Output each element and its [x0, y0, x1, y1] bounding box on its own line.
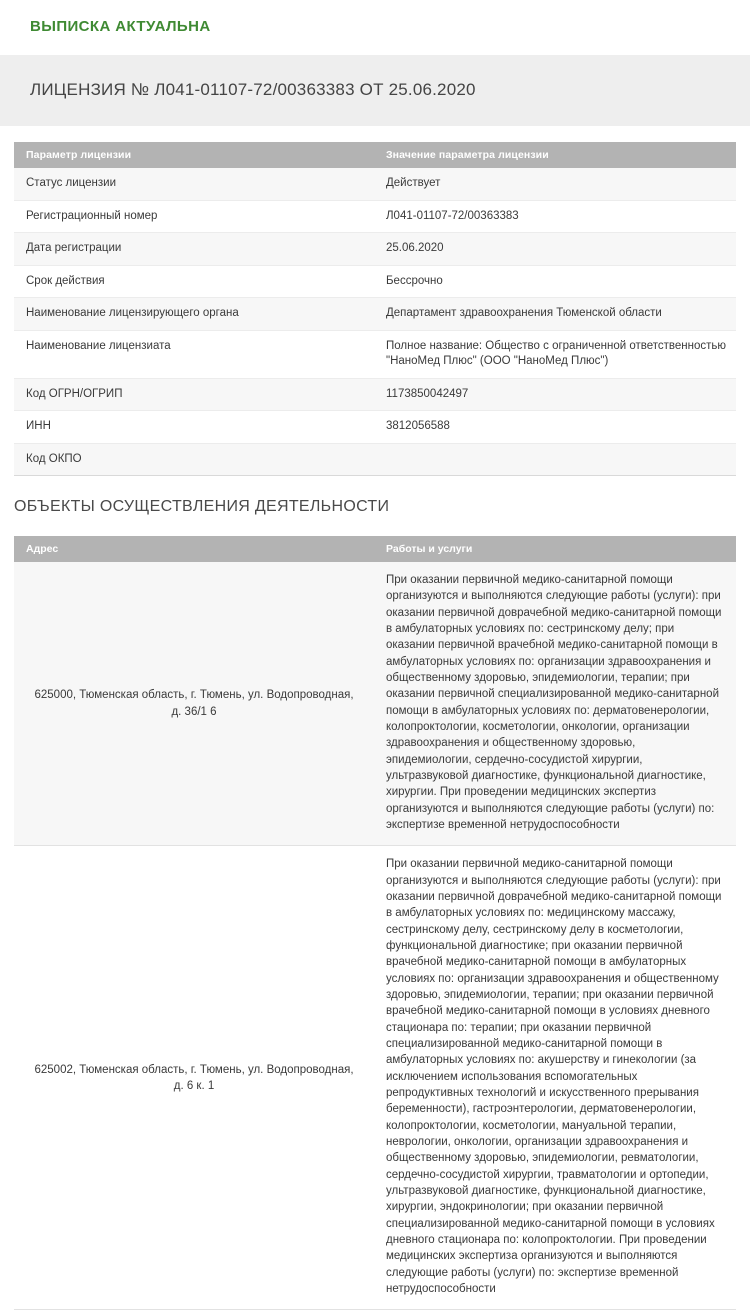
cell-parameter: Код ОКПО — [14, 443, 374, 476]
table-row — [14, 265, 736, 298]
objects-table-head — [14, 536, 736, 562]
cell-value: 3812056588 — [374, 411, 736, 444]
cell-value: Департамент здравоохранения Тюменской области — [374, 298, 736, 331]
column-header-value: Значение параметра лицензии — [374, 142, 736, 168]
cell-value — [374, 443, 736, 476]
cell-parameter: Статус лицензии — [14, 168, 374, 200]
table-row — [14, 562, 736, 846]
column-header-parameter: Параметр лицензии — [14, 142, 374, 168]
cell-parameter: ИНН — [14, 411, 374, 444]
cell-value: Л041-01107-72/00363383 — [374, 200, 736, 233]
objects-table-body — [14, 562, 736, 1310]
cell-parameter: Дата регистрации — [14, 233, 374, 266]
cell-value: Полное название: Общество с ограниченной ответственностью "НаноМед Плюс" (ООО "НаноМед Плюс") — [374, 330, 736, 378]
cell-parameter: Код ОГРН/ОГРИП — [14, 378, 374, 411]
objects-section-title: ОБЪЕКТЫ ОСУЩЕСТВЛЕНИЯ ДЕЯТЕЛЬНОСТИ — [14, 498, 390, 516]
cell-value: Действует — [374, 168, 736, 200]
cell-works: При оказании первичной медико-санитарной помощи организуются и выполняются следующие работы (услуги): при оказании первичной доврачебной медико-санитарной помощи в амбулаторных условиях по: медицинскому массажу, сестринскому делу, сестринскому делу в косметологии, функциональной диагностике; при оказании первичной врачебной медико-санитарной помощи в амбулаторных условиях по: организации здравоохранения и общественному здоровью, эпидемиологии, терапии; при оказании первичной врачебной медико-санитарной помощи в условиях дневного стационара по: терапии; при оказании первичной специализированной медико-санитарной помощи в амбулаторных условиях по: акушерству и гинекологии (за исключением использования вспомогательных репродуктивных технологий и искусственного прерывания беременности), гастроэнтерологии, дерматовенерологии, колопроктологии, косметологии, мануальной терапии, неврологии, онкологии, организации здравоохранения и общественному здоровью, эпидемиологии, ревматологии, сердечно-сосудистой хирургии, травматологии и ортопедии, ультразвуковой диагностике, функциональной диагностике, хирургии, эндокринологии; при оказании первичной специализированной медико-санитарной помощи в условиях дневного стационара по: колопроктологии. При проведении медицинских экспертиза организуются и выполняются следующие работы (услуги) по: экспертизе временной нетрудоспособности — [374, 846, 736, 1310]
table-row — [14, 200, 736, 233]
table-row — [14, 411, 736, 444]
column-header-address: Адрес — [14, 536, 374, 562]
table-header-row — [14, 142, 736, 168]
cell-works: При оказании первичной медико-санитарной помощи организуются и выполняются следующие работы (услуги): при оказании первичной доврачебной медико-санитарной помощи в амбулаторных условиях по: сестринскому делу; при оказании первичной врачебной медико-санитарной помощи в амбулаторных условиях по: организации здравоохранения и общественному здоровью, эпидемиологии, терапии; при оказании первичной специализированной медико-санитарной помощи в амбулаторных условиях по: дерматовенерологии, колопроктологии, косметологии, онкологии, организации здравоохранения и общественному здоровью, эпидемиологии, сердечно-сосудистой хирургии, ультразвуковой диагностике, функциональной диагностике, хирургии. При проведении медицинских экспертиз организуются и выполняются следующие работы (услуги) по: экспертизе временной нетрудоспособности — [374, 562, 736, 846]
table-row — [14, 168, 736, 200]
table-row — [14, 233, 736, 266]
cell-parameter: Регистрационный номер — [14, 200, 374, 233]
table-row — [14, 298, 736, 331]
table-row — [14, 378, 736, 411]
license-table-body — [14, 168, 736, 476]
objects-table-container — [0, 536, 750, 1310]
cell-address: 625002, Тюменская область, г. Тюмень, ул. Водопроводная, д. 6 к. 1 — [14, 846, 374, 1310]
table-header-row — [14, 536, 736, 562]
license-table-head — [14, 142, 736, 168]
cell-parameter: Срок действия — [14, 265, 374, 298]
cell-value: Бессрочно — [374, 265, 736, 298]
cell-parameter: Наименование лицензирующего органа — [14, 298, 374, 331]
status-badge: ВЫПИСКА АКТУАЛЬНА — [30, 18, 211, 35]
license-parameters-table — [14, 142, 736, 476]
table-row — [14, 330, 736, 378]
license-header-title: ЛИЦЕНЗИЯ № Л041-01107-72/00363383 ОТ 25.06.2020 — [0, 55, 750, 126]
table-row — [14, 846, 736, 1310]
objects-table — [14, 536, 736, 1310]
cell-value: 25.06.2020 — [374, 233, 736, 266]
table-row — [14, 443, 736, 476]
license-table-container — [0, 142, 750, 476]
cell-value: 1173850042497 — [374, 378, 736, 411]
cell-address: 625000, Тюменская область, г. Тюмень, ул. Водопроводная, д. 36/1 6 — [14, 562, 374, 846]
cell-parameter: Наименование лицензиата — [14, 330, 374, 378]
column-header-works: Работы и услуги — [374, 536, 736, 562]
